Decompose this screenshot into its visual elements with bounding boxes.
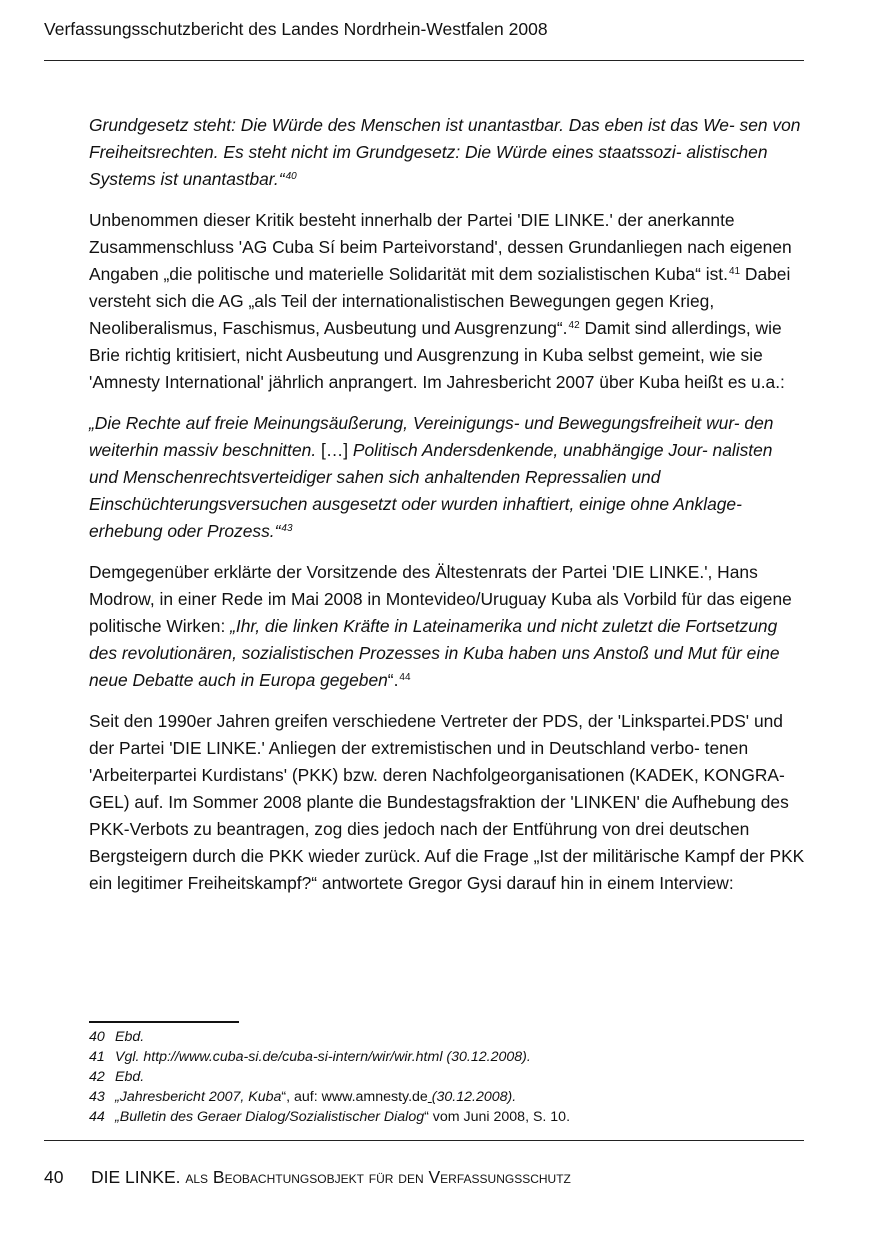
footnote-42 <box>89 1067 805 1087</box>
footnote-ref-43: 43 <box>281 523 293 534</box>
body-text <box>89 112 805 911</box>
footnote-text: (30.12.2008). <box>431 1089 517 1105</box>
footnote-text: Ebd. <box>115 1069 145 1085</box>
paragraph-4 <box>89 559 805 694</box>
footnote-ref-44: 44 <box>399 672 411 683</box>
footnote-separator <box>89 1021 239 1023</box>
footnote-number: 43 <box>89 1089 105 1105</box>
footnote-number: 41 <box>89 1049 105 1065</box>
running-footer <box>44 1166 804 1188</box>
footer-subtitle: als Beobachtungsobjekt für den Verfassungsschutz <box>180 1167 571 1187</box>
footnote-43 <box>89 1087 805 1107</box>
paragraph-2 <box>89 207 805 396</box>
quote-text: „Die Rechte auf freie Meinungsäußerung, Vereinigungs- und Bewegungsfreiheit wur- den weiterhin massiv beschnitten. <box>89 413 774 460</box>
paragraph-1 <box>89 112 805 193</box>
running-header: Verfassungsschutzbericht des Landes Nordrhein-Westfalen 2008 <box>44 19 548 39</box>
footnote-44 <box>89 1107 805 1127</box>
footnote-text: “ vom Juni 2008, S. 10. <box>424 1109 571 1125</box>
footnote-number: 44 <box>89 1109 105 1125</box>
footnote-text: Ebd. <box>115 1029 145 1045</box>
paragraph-3 <box>89 410 805 545</box>
paragraph-5 <box>89 708 805 897</box>
footnote-text: „Bulletin des Geraer Dialog/Sozialistischer Dialog <box>115 1109 425 1125</box>
header-rule <box>44 60 804 61</box>
footer-rule <box>44 1140 804 1141</box>
footnote-number: 42 <box>89 1069 105 1085</box>
footnote-ref-40: 40 <box>285 171 297 182</box>
paragraph-text: Dabei versteht sich die AG „als Teil der internationalistischen Bewegungen gegen Krieg, Neoliberalismus, Faschismus, Ausbeutung und Ausgrenzung“. <box>89 264 791 338</box>
paragraph-text: “. <box>387 670 399 690</box>
paragraph-text: Grundgesetz steht: Die Würde des Menschen ist unantastbar. Das eben ist das We- sen von Freiheitsrechten. Es steht nicht im Grundgesetz: Die Würde eines staatssozi- alistischen Systems ist unantastbar.“ <box>89 115 801 189</box>
footnote-ref-41: 41 <box>728 266 741 277</box>
paragraph-text: Damit sind allerdings, wie Brie richtig kritisiert, nicht Ausbeutung und Ausgrenzung in Kuba selbst gemeint, wie sie 'Amnesty International' jährlich anprangert. Im Jahresbericht 2007 über Kuba heißt es u.a.: <box>89 318 785 392</box>
footnote-text: Vgl. http://www.cuba-si.de/cuba-si-intern/wir/wir.html (30.12.2008). <box>115 1049 531 1065</box>
footnote-41 <box>89 1047 805 1067</box>
footer-title: DIE LINKE. <box>91 1167 181 1187</box>
paragraph-text: Seit den 1990er Jahren greifen verschiedene Vertreter der PDS, der 'Linkspartei.PDS' und der Partei 'DIE LINKE.' Anliegen der extremistischen und in Deutschland verbo- tenen 'Arbeiterpartei Kurdistans' (PKK) bzw. deren Nachfolgeorganisationen (KADEK, KONGRA-GEL) auf. Im Sommer 2008 plante die Bundestagsfraktion der 'LINKEN' die Aufhebung des PKK-Verbots zu beantragen, zog dies jedoch nach der Entführung von drei deutschen Bergsteigern durch die PKK wieder zurück. Auf die Frage „Ist der militärische Kampf der PKK ein legitimer Freiheitskampf?“ antwortete Gregor Gysi darauf hin in einem Interview: <box>89 711 805 893</box>
paragraph-text: Demgegenüber erklärte der Vorsitzende des Ältestenrats der Partei 'DIE LINKE.', Hans Modrow, in einer Rede im Mai 2008 in Montevideo/Uruguay Kuba als Vorbild für das eigene politische Wirken: <box>89 562 792 636</box>
quote-text: Politisch Andersdenkende, unabhängige Jour- nalisten und Menschenrechtsverteidiger sahen sich anhaltenden Repressalien und Einschüchterungsversuchen ausgesetzt oder wurden inhaftiert, einige ohne Anklage- erhebung oder Prozess.“ <box>89 440 773 541</box>
quote-text: „Ihr, die linken Kräfte in Lateinamerika und nicht zuletzt die Fortsetzung des revolutionären, sozialistischen Prozesses in Kuba haben uns Anstoß und Mut für eine neue Debatte auch in Europa gegeben <box>89 616 780 690</box>
footnote-40 <box>89 1027 805 1047</box>
footnote-number: 40 <box>89 1029 105 1045</box>
footnote-ref-42: 42 <box>568 320 580 331</box>
paragraph-text: Unbenommen dieser Kritik besteht innerhalb der Partei 'DIE LINKE.' der anerkannte Zusammenschluss 'AG Cuba Sí beim Parteivorstand', dessen Grundanliegen nach eigenen Angaben „die politische und materielle Solidarität mit dem sozialistischen Kuba“ ist. <box>89 210 792 284</box>
ellipsis: […] <box>316 440 353 460</box>
footnote-text: „Jahresbericht 2007, Kuba <box>115 1089 282 1105</box>
footnotes <box>89 1027 805 1127</box>
page-number: 40 <box>44 1167 64 1187</box>
footnote-text: “, auf: www.amnesty.de <box>281 1089 428 1105</box>
